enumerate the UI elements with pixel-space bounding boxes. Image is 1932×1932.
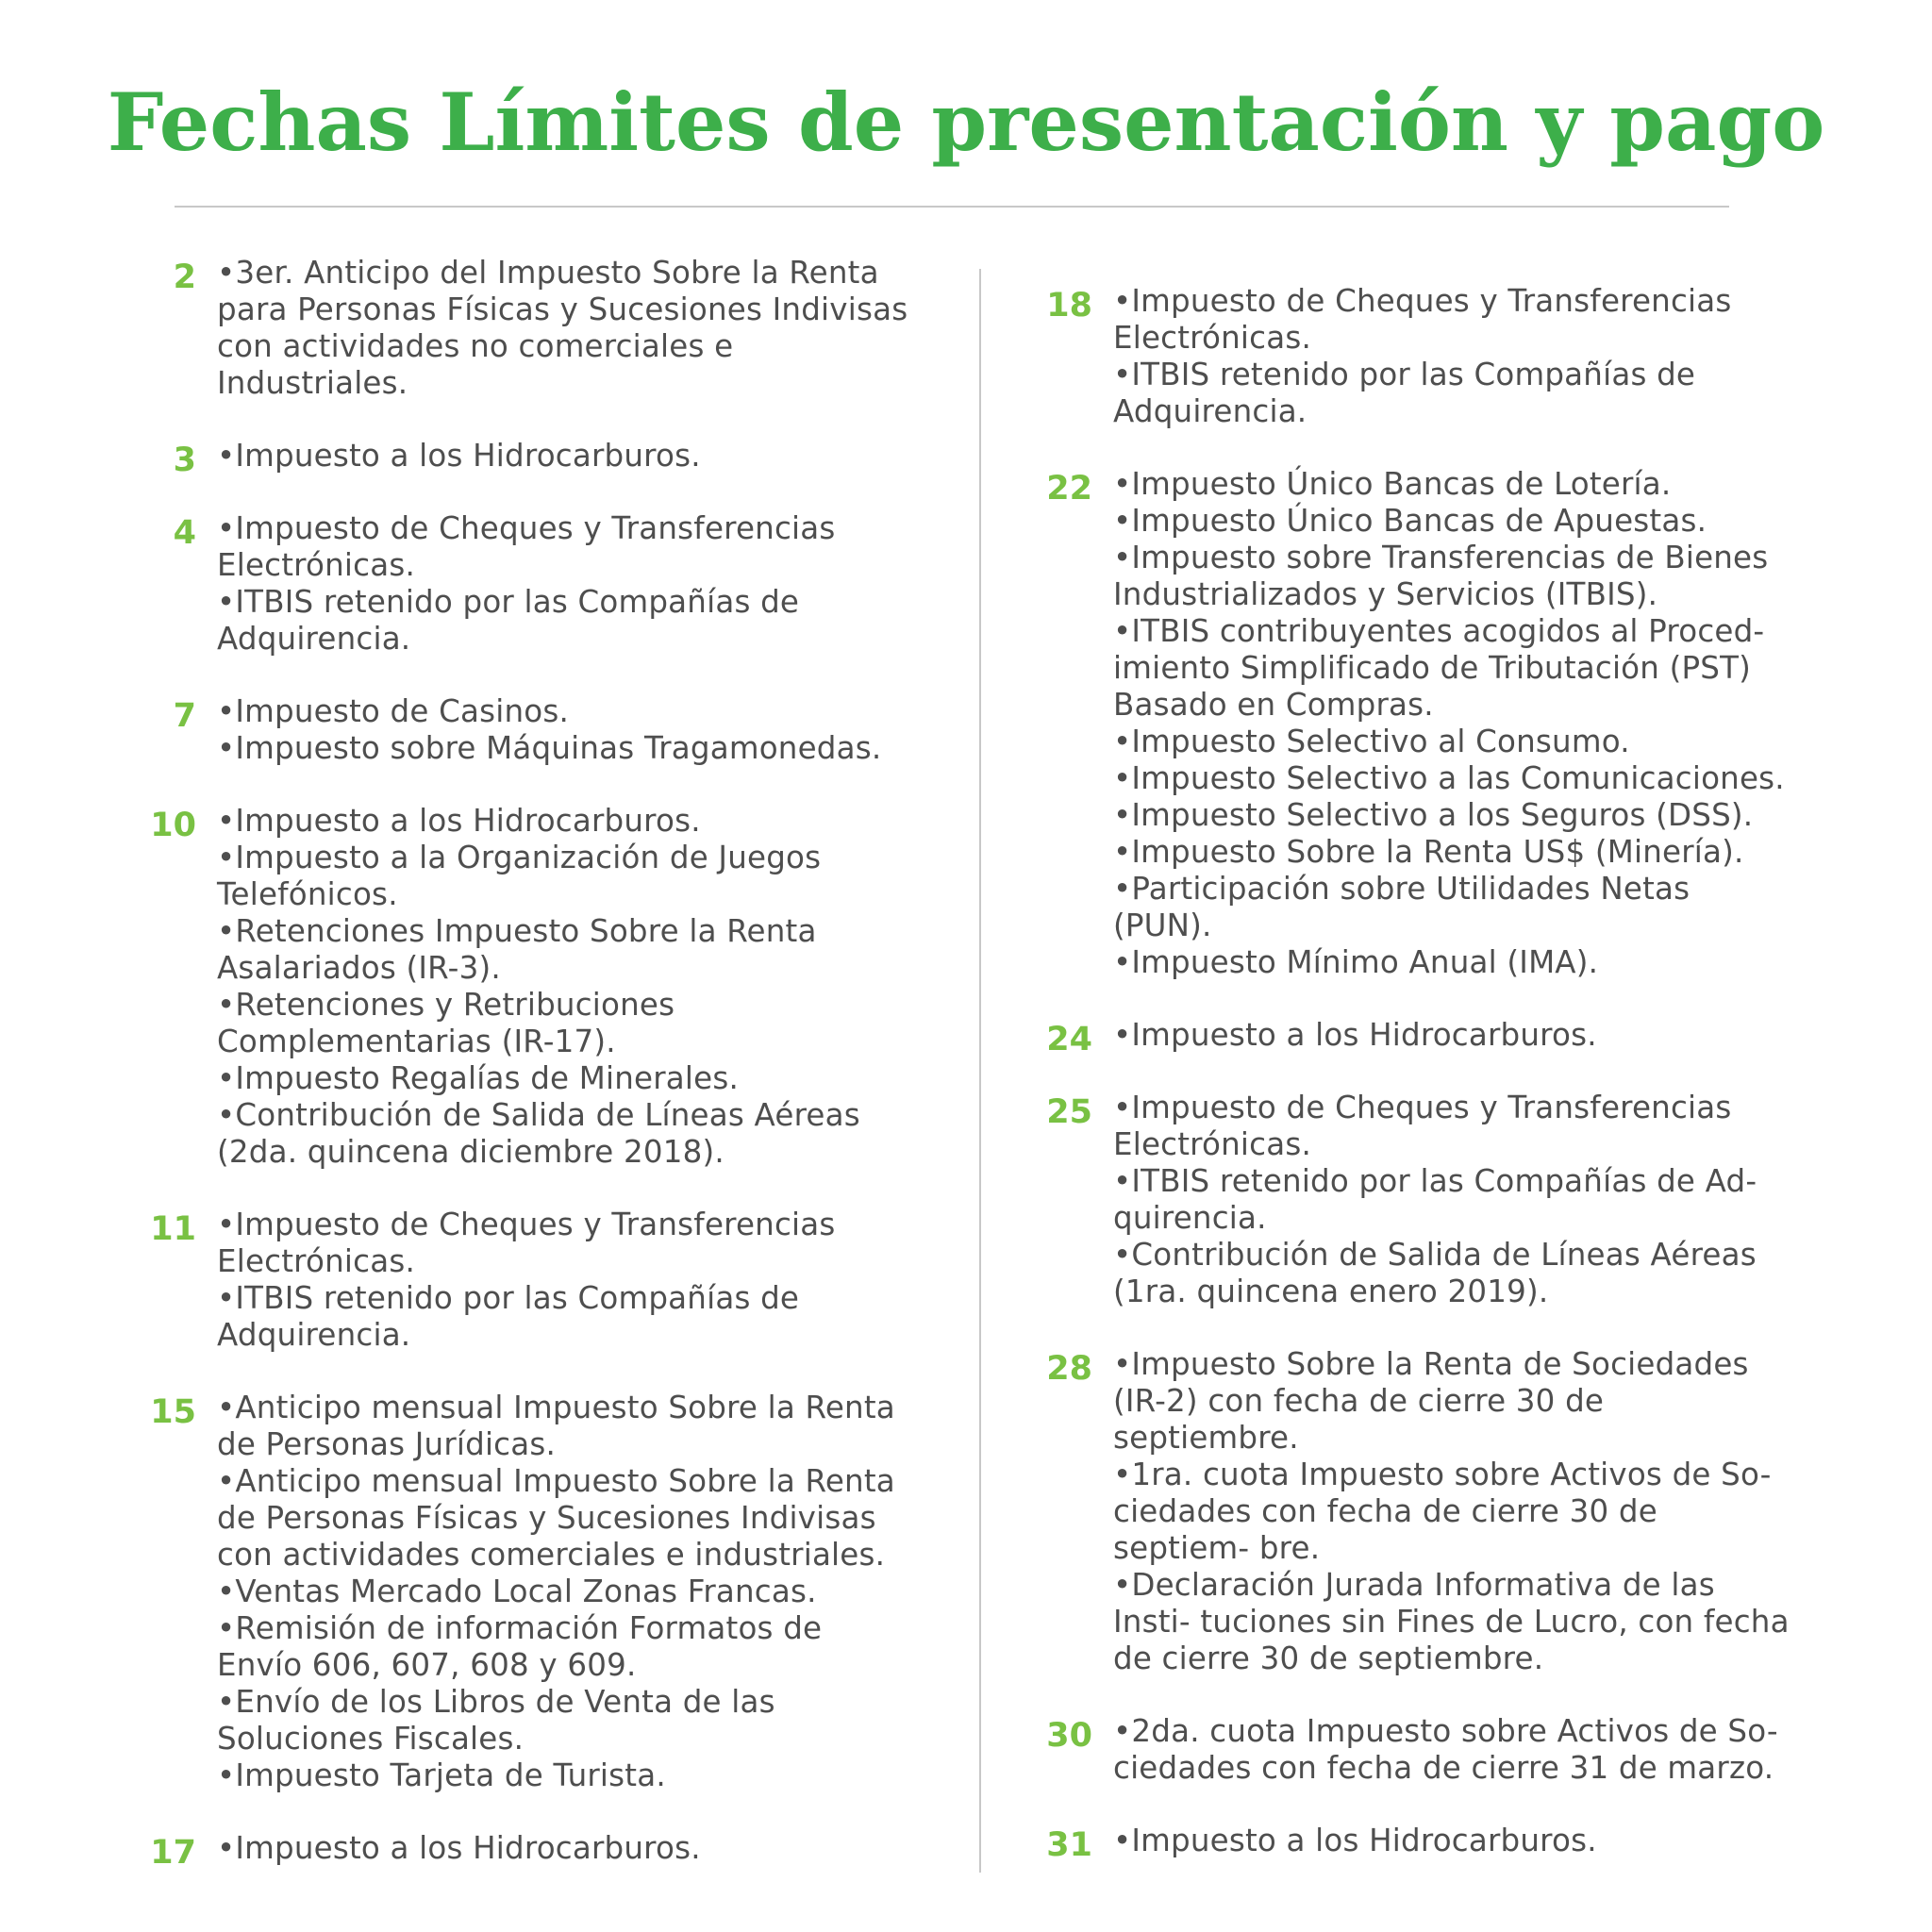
deadline-item: •Impuesto Selectivo a los Seguros (DSS). [1113, 797, 1754, 833]
column-divider [979, 269, 981, 1873]
deadline-item: •Impuesto a los Hidrocarburos. [217, 438, 701, 474]
deadline-item: •Impuesto de Casinos. [217, 693, 569, 729]
left-column [142, 255, 915, 1872]
deadline-items [1113, 283, 1792, 430]
deadline-item: •Anticipo mensual Impuesto Sobre la Renta de Personas Físicas y Sucesiones Indivisas con actividades comerciales e industriales. [217, 1463, 895, 1573]
deadline-item: •ITBIS retenido por las Compañías de Adquirencia. [1113, 357, 1696, 429]
deadline-items [217, 693, 915, 767]
deadline-item: •Impuesto Sobre la Renta de Sociedades (IR-2) con fecha de cierre 30 de septiembre. [1113, 1346, 1749, 1456]
deadline-item: •Impuesto Sobre la Renta US$ (Minería). [1113, 834, 1744, 870]
deadline-item: •Impuesto de Cheques y Transferencias Electrónicas. [1113, 1090, 1732, 1162]
deadline-item: •Anticipo mensual Impuesto Sobre la Renta de Personas Jurídicas. [217, 1390, 895, 1462]
deadline-item: •Impuesto de Cheques y Transferencias Electrónicas. [217, 1207, 836, 1279]
deadline-items [1113, 1713, 1792, 1787]
deadline-item: •ITBIS retenido por las Compañías de Ad- quirencia. [1113, 1163, 1757, 1236]
deadline-day: 11 [150, 1210, 196, 1248]
deadline-day: 15 [150, 1393, 196, 1431]
deadline-item: •Contribución de Salida de Líneas Aéreas (1ra. quincena enero 2019). [1113, 1237, 1757, 1309]
deadline-item: •Remisión de información Formatos de Envío 606, 607, 608 y 609. [217, 1610, 823, 1683]
deadline-item: •Impuesto Único Bancas de Apuestas. [1113, 503, 1707, 539]
deadline-entry [1038, 283, 1792, 430]
deadline-day: 30 [1046, 1717, 1092, 1755]
deadline-entry [1038, 466, 1792, 981]
deadline-item: •ITBIS retenido por las Compañías de Adquirencia. [217, 1280, 800, 1353]
deadline-item: •Impuesto de Cheques y Transferencias Electrónicas. [217, 510, 836, 583]
deadline-entry [142, 438, 915, 479]
deadline-item: •3er. Anticipo del Impuesto Sobre la Renta para Personas Físicas y Sucesiones Indivisas con actividades no comerciales e Industriales. [217, 255, 908, 401]
deadline-item: •Contribución de Salida de Líneas Aéreas (2da. quincena diciembre 2018). [217, 1097, 860, 1170]
deadline-entry [1038, 1823, 1792, 1864]
deadline-item: •Impuesto Selectivo al Consumo. [1113, 724, 1630, 759]
deadline-entry [142, 510, 915, 658]
deadline-entry [1038, 1017, 1792, 1058]
deadline-items [217, 1830, 915, 1867]
deadline-entry [142, 693, 915, 767]
deadline-item: •Impuesto sobre Transferencias de Bienes Industrializados y Servicios (ITBIS). [1113, 540, 1769, 612]
deadline-item: •Impuesto de Cheques y Transferencias Electrónicas. [1113, 283, 1732, 356]
deadline-item: •Declaración Jurada Informativa de las Insti- tuciones sin Fines de Lucro, con fecha de cierre 30 de septiembre. [1113, 1567, 1790, 1676]
deadline-item: •Envío de los Libros de Venta de las Soluciones Fiscales. [217, 1684, 775, 1757]
deadline-day: 4 [173, 514, 196, 552]
deadline-item: •Impuesto Selectivo a las Comunicaciones. [1113, 760, 1785, 796]
deadline-entry [1038, 1346, 1792, 1677]
deadline-items [217, 1207, 915, 1354]
deadline-item: •ITBIS contribuyentes acogidos al Proced- imiento Simplificado de Tributación (PST) Basado en Compras. [1113, 613, 1765, 723]
deadline-items [1113, 466, 1792, 981]
deadline-item: •Retenciones Impuesto Sobre la Renta Asalariados (IR-3). [217, 913, 817, 986]
deadline-item: •Impuesto a la Organización de Juegos Telefónicos. [217, 840, 822, 912]
deadline-item: •Impuesto Único Bancas de Lotería. [1113, 466, 1672, 502]
deadline-items [217, 438, 915, 475]
deadline-items [217, 1390, 915, 1794]
deadline-day: 10 [150, 807, 196, 844]
deadline-day: 7 [173, 697, 196, 735]
deadline-item: •Impuesto a los Hidrocarburos. [1113, 1017, 1597, 1053]
deadline-entry [142, 1207, 915, 1354]
deadline-item: •Impuesto a los Hidrocarburos. [217, 803, 701, 839]
page-title: Fechas Límites de presentación y pago [107, 75, 1825, 169]
deadline-day: 31 [1046, 1826, 1092, 1864]
deadline-item: •Impuesto Regalías de Minerales. [217, 1060, 740, 1096]
deadline-items [217, 803, 915, 1171]
right-column [1038, 283, 1792, 1864]
deadline-day: 24 [1046, 1021, 1092, 1058]
deadline-items [1113, 1090, 1792, 1310]
deadline-day: 18 [1046, 287, 1092, 325]
deadline-item: •Impuesto Mínimo Anual (IMA). [1113, 944, 1599, 980]
deadline-items [1113, 1823, 1792, 1859]
deadline-day: 17 [150, 1834, 196, 1872]
deadline-entry [1038, 1713, 1792, 1787]
deadline-day: 3 [173, 441, 196, 479]
deadline-item: •Ventas Mercado Local Zonas Francas. [217, 1574, 817, 1609]
deadline-item: •2da. cuota Impuesto sobre Activos de So- ciedades con fecha de cierre 31 de marzo. [1113, 1713, 1778, 1786]
deadline-item: •Participación sobre Utilidades Netas (PUN). [1113, 871, 1690, 943]
deadline-items [217, 510, 915, 658]
title-divider [175, 206, 1729, 208]
deadline-day: 28 [1046, 1350, 1092, 1388]
deadline-item: •Retenciones y Retribuciones Complementarias (IR-17). [217, 987, 675, 1059]
deadline-entry [142, 1830, 915, 1872]
deadline-item: •Impuesto Tarjeta de Turista. [217, 1757, 666, 1793]
deadline-items [1113, 1346, 1792, 1677]
deadline-item: •1ra. cuota Impuesto sobre Activos de So- ciedades con fecha de cierre 30 de septiem- bre. [1113, 1457, 1772, 1566]
deadline-item: •Impuesto a los Hidrocarburos. [217, 1830, 701, 1866]
deadline-items [1113, 1017, 1792, 1054]
deadline-item: •ITBIS retenido por las Compañías de Adquirencia. [217, 584, 800, 657]
deadline-entry [142, 803, 915, 1171]
deadline-item: •Impuesto sobre Máquinas Tragamonedas. [217, 730, 882, 766]
deadline-entry [142, 255, 915, 402]
deadline-items [217, 255, 915, 402]
deadline-entry [1038, 1090, 1792, 1310]
deadline-day: 25 [1046, 1093, 1092, 1131]
deadline-day: 2 [173, 258, 196, 296]
deadline-day: 22 [1046, 470, 1092, 508]
deadline-item: •Impuesto a los Hidrocarburos. [1113, 1823, 1597, 1858]
deadline-entry [142, 1390, 915, 1794]
